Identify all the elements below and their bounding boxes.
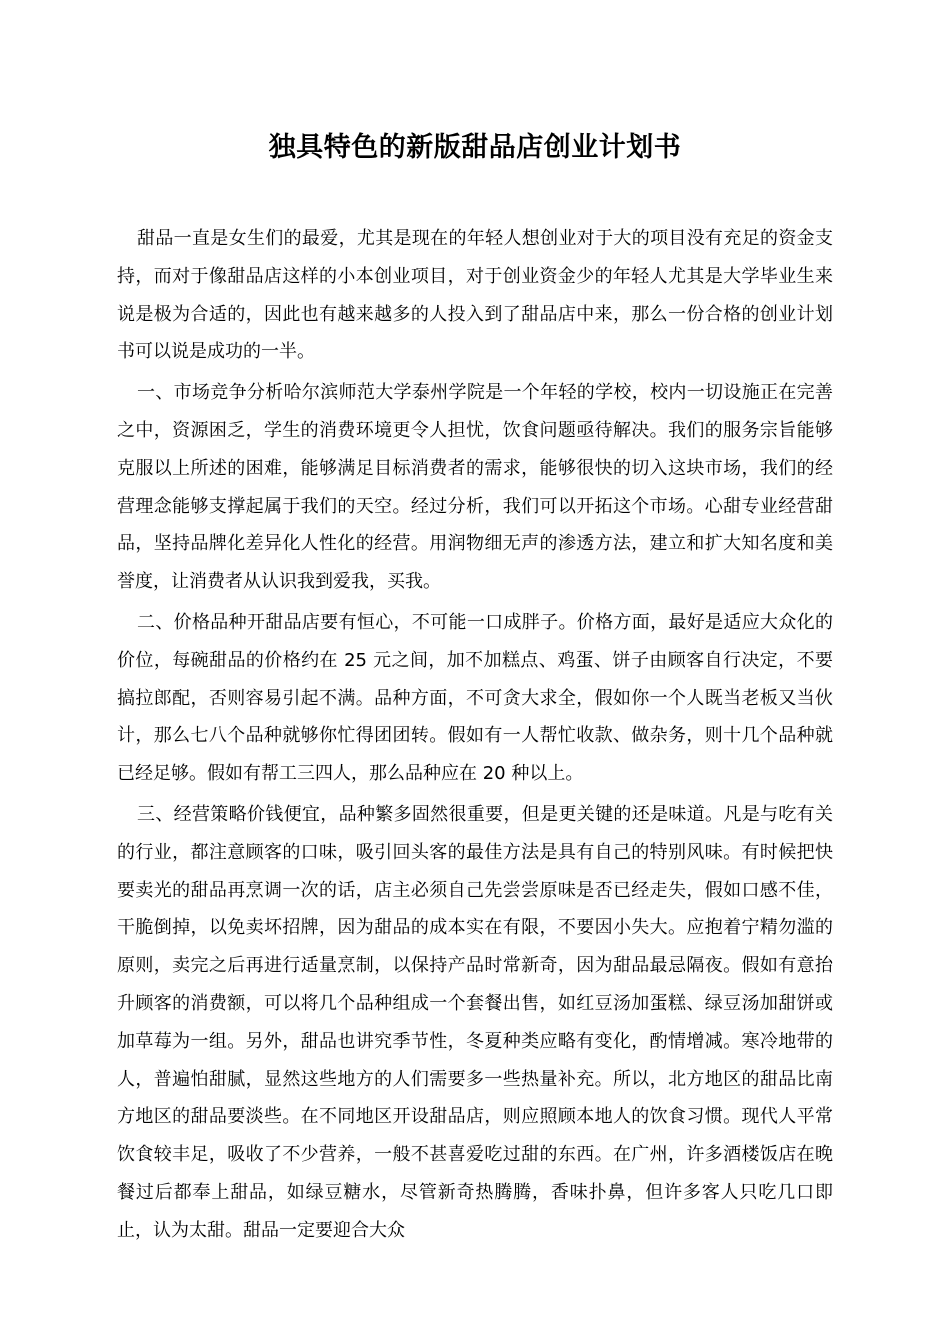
document-body — [117, 220, 833, 1253]
paragraph-intro: 甜品一直是女生们的最爱，尤其是现在的年轻人想创业对于大的项目没有充足的资金支持，而对于像甜品店这样的小本创业项目，对于创业资金少的年轻人尤其是大学毕业生来说是极为合适的，因此也有越来越多的人投入到了甜品店中来，那么一份合格的创业计划书可以说是成功的一半。 — [117, 228, 833, 363]
document-title: 独具特色的新版甜品店创业计划书 — [268, 132, 682, 163]
paragraph-business-strategy: 三、经营策略价钱便宜，品种繁多固然很重要，但是更关键的还是味道。凡是与吃有关的行业，都注意顾客的口味，吸引回头客的最佳方法是具有自己的特别风味。有时候把快要卖光的甜品再烹调一次的话，店主必须自己先尝尝原味是否已经走失，假如口感不佳，干脆倒掉，以免卖坏招牌，因为甜品的成本实在有限，不要因小失大。应抱着宁精勿滥的原则，卖完之后再进行适量烹制，以保持产品时常新奇，因为甜品最忌隔夜。假如有意抬升顾客的消费额，可以将几个品种组成一个套餐出售，如红豆汤加蛋糕、绿豆汤加甜饼或加草莓为一组。另外，甜品也讲究季节性，冬夏种类应略有变化，酌情增减。寒冷地带的人，普遍怕甜腻，显然这些地方的人们需要多一些热量补充。所以，北方地区的甜品比南方地区的甜品要淡些。在不同地区开设甜品店，则应照顾本地人的饮食习惯。现代人平常饮食较丰足，吸收了不少营养，一般不甚喜爱吃过甜的东西。在广州，许多酒楼饭店在晚餐过后都奉上甜品，如绿豆糖水，尽管新奇热腾腾，香味扑鼻，但许多客人只吃几口即止，认为太甜。甜品一定要迎合大众 — [117, 803, 833, 1241]
paragraph-price-variety: 二、价格品种开甜品店要有恒心，不可能一口成胖子。价格方面，最好是适应大众化的价位，每碗甜品的价格约在 25 元之间，加不加糕点、鸡蛋、饼子由顾客自行决定，不要搞拉郎配，否则容易引起不满。品种方面，不可贪大求全，假如你一个人既当老板又当伙计，那么七八个品种就够你忙得团团转。假如有一人帮忙收款、做杂务，则十几个品种就已经足够。假如有帮工三四人，那么品种应在 20 种以上。 — [117, 611, 833, 785]
paragraph-market-analysis: 一、市场竞争分析哈尔滨师范大学泰州学院是一个年轻的学校，校内一切设施正在完善之中，资源困乏，学生的消费环境更令人担忧，饮食问题亟待解决。我们的服务宗旨能够克服以上所述的困难，能够满足目标消费者的需求，能够很快的切入这块市场，我们的经营理念能够支撑起属于我们的天空。经过分析，我们可以开拓这个市场。心甜专业经营甜品，坚持品牌化差异化人性化的经营。用润物细无声的渗透方法，建立和扩大知名度和美誉度，让消费者从认识我到爱我，买我。 — [117, 382, 833, 593]
